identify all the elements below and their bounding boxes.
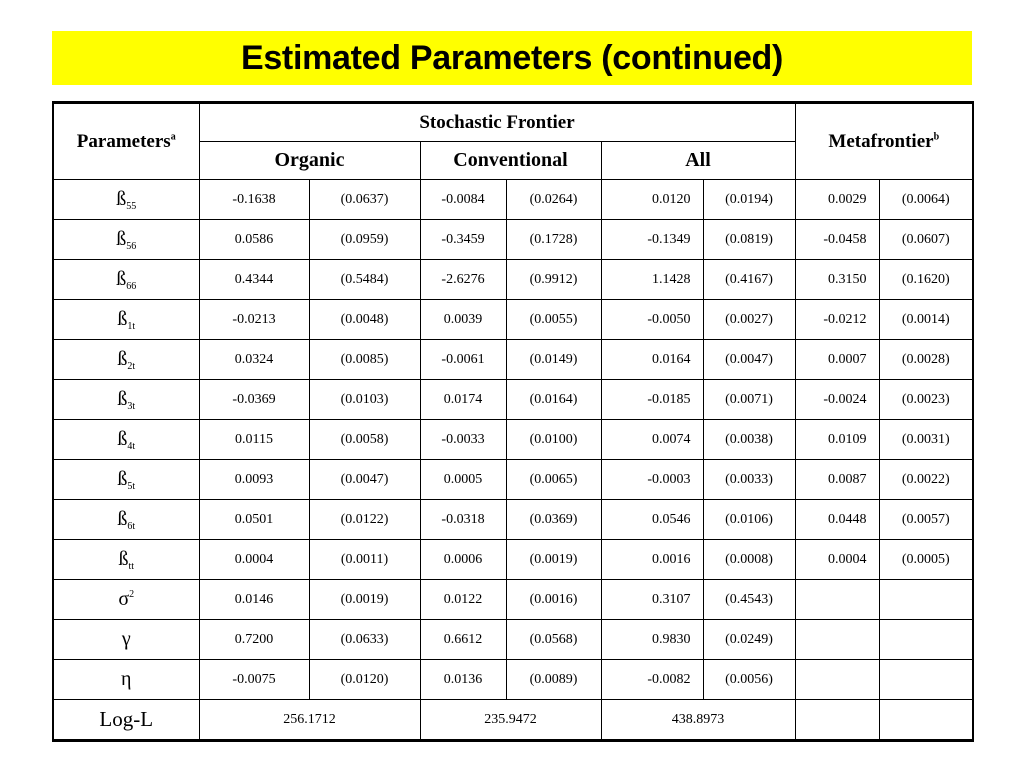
metafrontier-std-error: (0.1620) [879,260,973,300]
metafrontier-estimate: 0.0029 [795,180,879,220]
metafrontier-std-error: (0.0607) [879,220,973,260]
parameters-header-label: Parameters [76,130,171,152]
metafrontier-std-error: (0.0005) [879,540,973,580]
parameter-name [53,220,199,260]
metafrontier-estimate [795,580,879,620]
organic-estimate: 0.0093 [199,460,309,500]
conventional-estimate: 0.0006 [420,540,506,580]
metafrontier-estimate: 0.0004 [795,540,879,580]
metafrontier-std-error [879,580,973,620]
organic-std-error: (0.0959) [309,220,420,260]
conventional-estimate: 0.0039 [420,300,506,340]
metafrontier-estimate: -0.0212 [795,300,879,340]
parameter-name [53,300,199,340]
organic-std-error: (0.0058) [309,420,420,460]
all-estimate: 0.0074 [601,420,703,460]
parameter-name [53,540,199,580]
table-row [53,220,973,260]
all-std-error: (0.0249) [703,620,795,660]
organic-header: Organic [199,142,420,180]
title-banner [52,31,972,85]
organic-estimate: 0.0115 [199,420,309,460]
loglike-row [53,700,973,741]
all-std-error: (0.4167) [703,260,795,300]
organic-std-error: (0.0637) [309,180,420,220]
all-estimate: 0.0164 [601,340,703,380]
organic-std-error: (0.0019) [309,580,420,620]
conventional-estimate: 0.0136 [420,660,506,700]
parameter-subscript: tt [128,560,135,572]
conventional-std-error: (0.0164) [506,380,601,420]
all-std-error: (0.0038) [703,420,795,460]
organic-std-error: (0.0085) [309,340,420,380]
all-std-error: (0.0071) [703,380,795,420]
parameter-name [53,420,199,460]
conventional-estimate: -0.0033 [420,420,506,460]
parameter-subscript: 56 [126,240,137,252]
conventional-std-error: (0.1728) [506,220,601,260]
parameters-header [53,103,199,180]
all-estimate: 0.0016 [601,540,703,580]
all-estimate: -0.0082 [601,660,703,700]
organic-estimate: 0.0501 [199,500,309,540]
metafrontier-std-error: (0.0057) [879,500,973,540]
stochastic-frontier-header: Stochastic Frontier [199,103,795,142]
organic-estimate: 0.7200 [199,620,309,660]
metafrontier-header [795,103,973,180]
all-estimate: 0.0546 [601,500,703,540]
metafrontier-estimate: -0.0024 [795,380,879,420]
parameter-symbol: ß [116,267,127,290]
table-body [53,180,973,741]
metafrontier-estimate: -0.0458 [795,220,879,260]
parameter-subscript: 66 [126,280,137,292]
conventional-std-error: (0.0100) [506,420,601,460]
parameter-superscript: 2 [129,588,135,600]
parameter-subscript: 4t [127,440,136,452]
slide-title: Estimated Parameters (continued) [240,38,784,77]
parameters-table [52,101,974,742]
all-estimate: 0.3107 [601,580,703,620]
parameter-symbol: ß [117,387,128,410]
conventional-estimate: 0.0174 [420,380,506,420]
organic-estimate: -0.1638 [199,180,309,220]
table-row [53,540,973,580]
conventional-estimate: 0.0005 [420,460,506,500]
parameter-subscript: 3t [127,400,136,412]
all-estimate: -0.0003 [601,460,703,500]
metafrontier-estimate: 0.0007 [795,340,879,380]
parameter-symbol: ß [117,507,128,530]
conventional-std-error: (0.0019) [506,540,601,580]
all-std-error: (0.0819) [703,220,795,260]
organic-estimate: 0.0324 [199,340,309,380]
metafrontier-std-error: (0.0022) [879,460,973,500]
all-std-error: (0.0194) [703,180,795,220]
all-std-error: (0.4543) [703,580,795,620]
conventional-std-error: (0.0264) [506,180,601,220]
parameter-symbol: ß [117,307,128,330]
parameter-subscript: 5t [127,480,136,492]
parameter-name [53,180,199,220]
table-row [53,380,973,420]
metafrontier-estimate: 0.0448 [795,500,879,540]
parameter-subscript: 6t [127,520,136,532]
parameter-name [53,580,199,620]
table-row [53,660,973,700]
metafrontier-std-error: (0.0014) [879,300,973,340]
organic-std-error: (0.0047) [309,460,420,500]
table-row [53,260,973,300]
parameter-name [53,460,199,500]
loglike-meta-se [879,700,973,741]
loglike-organic: 256.1712 [199,700,420,741]
parameter-symbol: σ [118,587,130,610]
parameter-name [53,340,199,380]
metafrontier-std-error: (0.0023) [879,380,973,420]
loglike-meta [795,700,879,741]
parameter-symbol: γ [121,627,131,650]
organic-std-error: (0.0120) [309,660,420,700]
parameter-symbol: ß [117,467,128,490]
parameters-header-sup: a [170,131,176,143]
all-estimate: 0.9830 [601,620,703,660]
table-row [53,620,973,660]
metafrontier-estimate: 0.3150 [795,260,879,300]
parameter-symbol: ß [118,547,129,570]
conventional-std-error: (0.0568) [506,620,601,660]
conventional-std-error: (0.0065) [506,460,601,500]
table-row [53,300,973,340]
table-row [53,340,973,380]
parameter-symbol: ß [117,347,128,370]
all-estimate: -0.1349 [601,220,703,260]
metafrontier-std-error: (0.0064) [879,180,973,220]
conventional-estimate: 0.0122 [420,580,506,620]
conventional-std-error: (0.9912) [506,260,601,300]
conventional-std-error: (0.0016) [506,580,601,620]
all-std-error: (0.0047) [703,340,795,380]
conventional-estimate: -2.6276 [420,260,506,300]
metafrontier-header-sup: b [933,131,940,143]
all-std-error: (0.0027) [703,300,795,340]
conventional-std-error: (0.0369) [506,500,601,540]
table-row [53,420,973,460]
metafrontier-header-label: Metafrontier [828,130,934,152]
conventional-std-error: (0.0055) [506,300,601,340]
metafrontier-estimate [795,660,879,700]
all-std-error: (0.0056) [703,660,795,700]
conventional-estimate: -0.0084 [420,180,506,220]
organic-estimate: -0.0369 [199,380,309,420]
organic-estimate: 0.4344 [199,260,309,300]
parameter-symbol: ß [116,187,127,210]
parameter-name [53,500,199,540]
all-std-error: (0.0033) [703,460,795,500]
all-estimate: 0.0120 [601,180,703,220]
organic-estimate: 0.0586 [199,220,309,260]
all-estimate: 1.1428 [601,260,703,300]
conventional-estimate: -0.0318 [420,500,506,540]
organic-estimate: -0.0075 [199,660,309,700]
organic-std-error: (0.5484) [309,260,420,300]
all-header: All [601,142,795,180]
organic-std-error: (0.0103) [309,380,420,420]
all-std-error: (0.0106) [703,500,795,540]
parameter-name [53,380,199,420]
organic-std-error: (0.0011) [309,540,420,580]
organic-std-error: (0.0633) [309,620,420,660]
metafrontier-estimate: 0.0087 [795,460,879,500]
header-row-1 [53,103,973,142]
organic-estimate: 0.0004 [199,540,309,580]
organic-std-error: (0.0122) [309,500,420,540]
metafrontier-std-error: (0.0028) [879,340,973,380]
conventional-header: Conventional [420,142,601,180]
table-row [53,580,973,620]
parameter-symbol: ß [117,427,128,450]
parameter-name [53,260,199,300]
all-std-error: (0.0008) [703,540,795,580]
parameter-name [53,620,199,660]
parameter-subscript: 1t [127,320,136,332]
loglike-conventional: 235.9472 [420,700,601,741]
conventional-std-error: (0.0089) [506,660,601,700]
organic-estimate: -0.0213 [199,300,309,340]
organic-estimate: 0.0146 [199,580,309,620]
table-row [53,180,973,220]
metafrontier-std-error: (0.0031) [879,420,973,460]
parameter-subscript: 55 [126,200,137,212]
metafrontier-std-error [879,620,973,660]
conventional-estimate: 0.6612 [420,620,506,660]
conventional-estimate: -0.3459 [420,220,506,260]
parameter-name [53,660,199,700]
metafrontier-estimate [795,620,879,660]
conventional-std-error: (0.0149) [506,340,601,380]
parameter-symbol: η [121,667,132,690]
loglike-label: Log-L [53,700,199,741]
loglike-all: 438.8973 [601,700,795,741]
organic-std-error: (0.0048) [309,300,420,340]
metafrontier-estimate: 0.0109 [795,420,879,460]
metafrontier-std-error [879,660,973,700]
all-estimate: -0.0185 [601,380,703,420]
all-estimate: -0.0050 [601,300,703,340]
parameter-symbol: ß [116,227,127,250]
table-row [53,500,973,540]
conventional-estimate: -0.0061 [420,340,506,380]
table-row [53,460,973,500]
parameter-subscript: 2t [127,360,136,372]
